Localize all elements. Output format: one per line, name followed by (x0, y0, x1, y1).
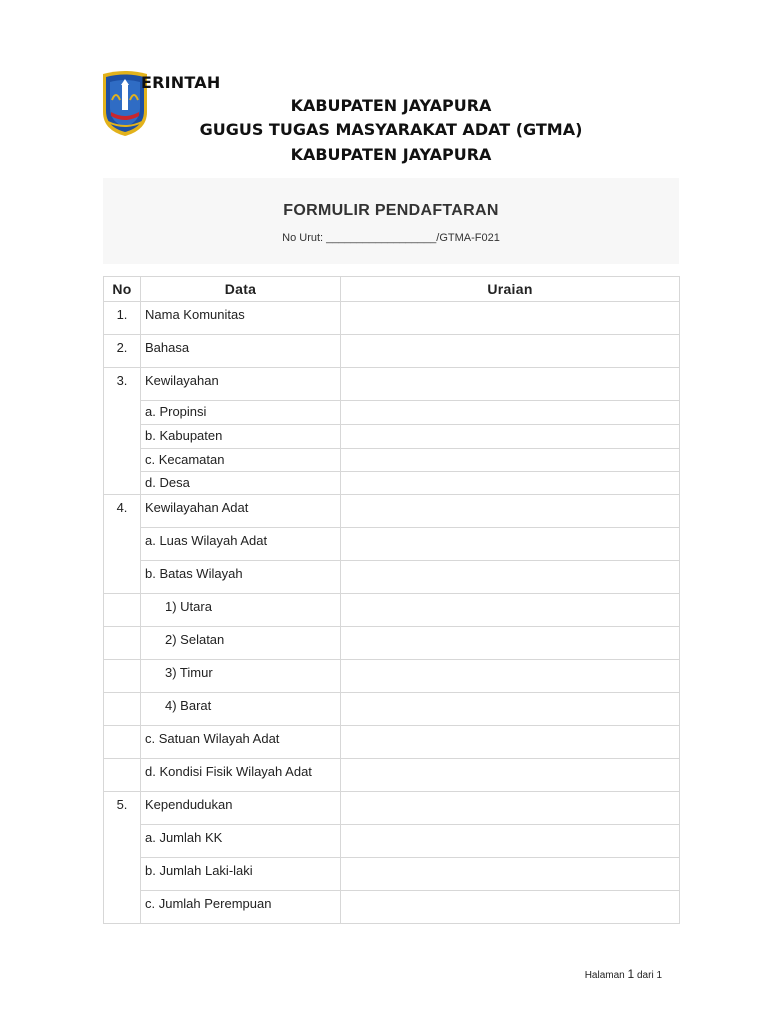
row-number (104, 425, 141, 449)
row-label: 2) Selatan (141, 627, 341, 660)
row-number: 3. (104, 368, 141, 401)
table-row (104, 528, 680, 561)
row-number (104, 858, 141, 891)
row-label: 4) Barat (141, 693, 341, 726)
row-label: Nama Komunitas (141, 302, 341, 335)
row-number (104, 693, 141, 726)
uraian-cell[interactable] (341, 825, 680, 858)
row-label: d. Kondisi Fisik Wilayah Adat (141, 759, 341, 792)
uraian-cell[interactable] (341, 660, 680, 693)
row-label: Kewilayahan Adat (141, 495, 341, 528)
table-row (104, 368, 680, 401)
row-number: 5. (104, 792, 141, 825)
footer-prefix: Halaman (584, 970, 625, 981)
uraian-cell[interactable] (341, 495, 680, 528)
form-title: FORMULIR PENDAFTARAN (283, 202, 499, 219)
row-number (104, 891, 141, 924)
table-row (104, 594, 680, 627)
uraian-cell[interactable] (341, 302, 680, 335)
uraian-cell[interactable] (341, 528, 680, 561)
row-label: d. Desa (141, 472, 341, 495)
header-line-1: KABUPATEN JAYAPURA (290, 96, 492, 115)
row-number: 2. (104, 335, 141, 368)
row-label: a. Propinsi (141, 401, 341, 425)
table-row (104, 693, 680, 726)
uraian-cell[interactable] (341, 368, 680, 401)
table-row (104, 561, 680, 594)
row-number (104, 825, 141, 858)
header-uraian: Uraian (341, 277, 680, 302)
table-row (104, 449, 680, 472)
row-number (104, 561, 141, 594)
row-number (104, 759, 141, 792)
form-number-field: No Urut: __________________/GTMA-F021 (282, 232, 500, 244)
uraian-cell[interactable] (341, 401, 680, 425)
row-number: 1. (104, 302, 141, 335)
header-line-2: GUGUS TUGAS MASYARAKAT ADAT (GTMA) (199, 120, 583, 139)
uraian-cell[interactable] (341, 472, 680, 495)
row-number (104, 401, 141, 425)
table-row (104, 495, 680, 528)
header-line-3: KABUPATEN JAYAPURA (290, 145, 492, 164)
row-label: Kependudukan (141, 792, 341, 825)
table-row (104, 425, 680, 449)
row-number (104, 449, 141, 472)
row-number (104, 627, 141, 660)
table-row (104, 891, 680, 924)
table-header-row (104, 277, 680, 302)
row-number (104, 472, 141, 495)
uraian-cell[interactable] (341, 792, 680, 825)
table-row (104, 472, 680, 495)
table-row (104, 759, 680, 792)
row-label: 1) Utara (141, 594, 341, 627)
row-number (104, 660, 141, 693)
row-label: c. Jumlah Perempuan (141, 891, 341, 924)
registration-table (103, 276, 680, 924)
row-label: b. Jumlah Laki-laki (141, 858, 341, 891)
uraian-cell[interactable] (341, 627, 680, 660)
uraian-cell[interactable] (341, 335, 680, 368)
row-label: c. Satuan Wilayah Adat (141, 726, 341, 759)
uraian-cell[interactable] (341, 449, 680, 472)
uraian-cell[interactable] (341, 726, 680, 759)
uraian-cell[interactable] (341, 561, 680, 594)
uraian-cell[interactable] (341, 891, 680, 924)
footer-page-number: 1 (627, 967, 635, 981)
row-number (104, 594, 141, 627)
table-row (104, 726, 680, 759)
header-partial-text: ERINTAH (141, 73, 221, 92)
row-label: b. Kabupaten (141, 425, 341, 449)
row-label: Kewilayahan (141, 368, 341, 401)
row-label: a. Luas Wilayah Adat (141, 528, 341, 561)
row-number: 4. (104, 495, 141, 528)
uraian-cell[interactable] (341, 425, 680, 449)
table-row (104, 627, 680, 660)
row-number (104, 726, 141, 759)
footer-suffix: dari 1 (636, 970, 662, 981)
table-row (104, 302, 680, 335)
uraian-cell[interactable] (341, 693, 680, 726)
uraian-cell[interactable] (341, 594, 680, 627)
row-label: 3) Timur (141, 660, 341, 693)
table-row (104, 858, 680, 891)
header-data: Data (141, 277, 341, 302)
header-no: No (104, 277, 141, 302)
table-row (104, 825, 680, 858)
table-row (104, 792, 680, 825)
table-row (104, 335, 680, 368)
table-row (104, 660, 680, 693)
form-title-box (103, 178, 679, 264)
table-row (104, 401, 680, 425)
row-label: Bahasa (141, 335, 341, 368)
uraian-cell[interactable] (341, 759, 680, 792)
row-label: c. Kecamatan (141, 449, 341, 472)
uraian-cell[interactable] (341, 858, 680, 891)
row-number (104, 528, 141, 561)
row-label: b. Batas Wilayah (141, 561, 341, 594)
row-label: a. Jumlah KK (141, 825, 341, 858)
page-footer (585, 967, 662, 981)
